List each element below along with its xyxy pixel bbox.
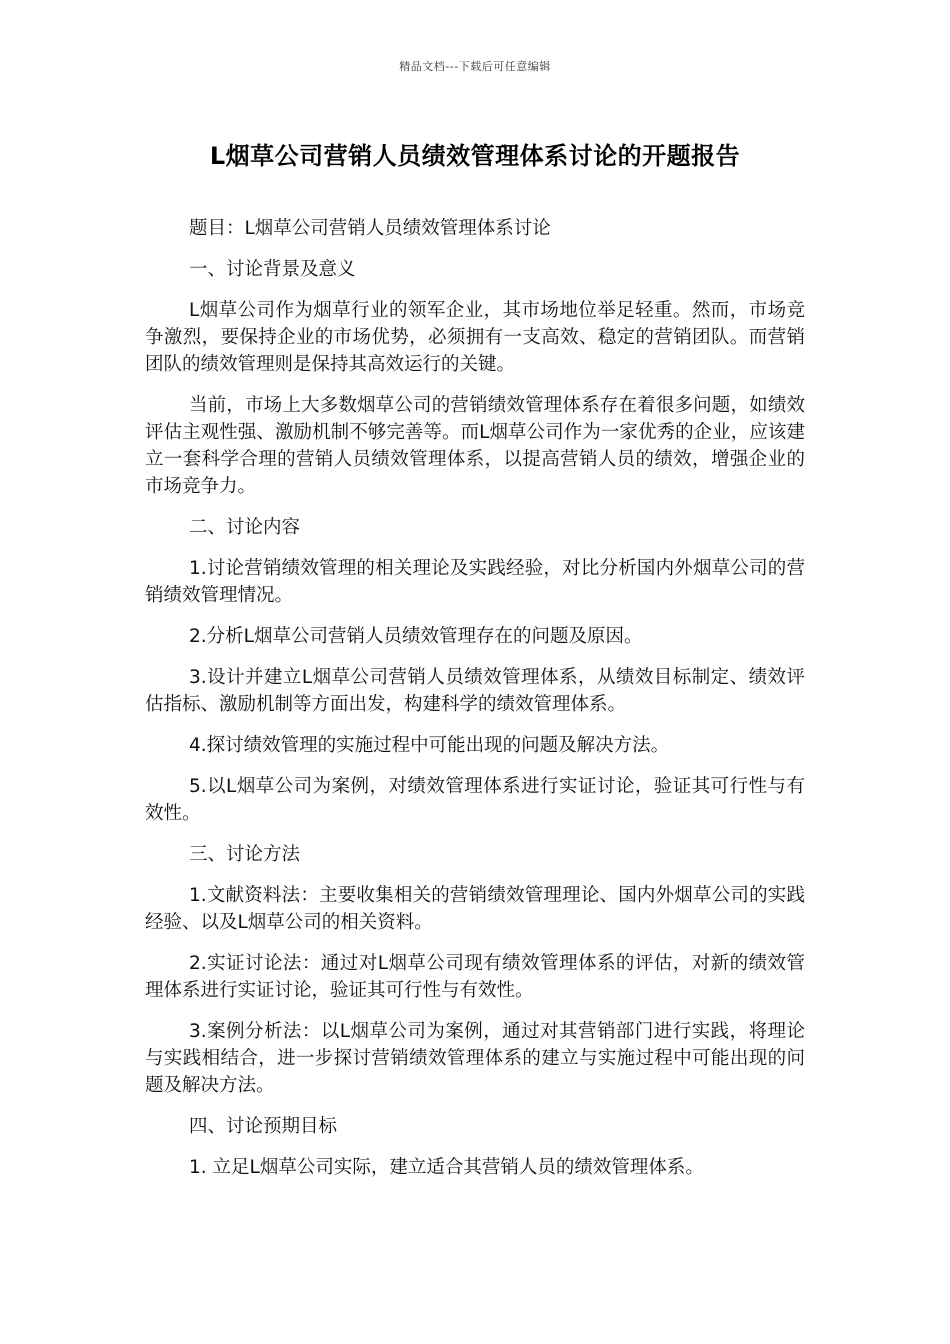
section-heading-background: 一、讨论背景及意义 xyxy=(189,259,356,280)
body-paragraph: 当前，市场上大多数烟草公司的营销绩效管理体系存在着很多问题，如绩效评估主观性强、激励机制不够完善等。而L烟草公司作为一家优秀的企业，应该建立一套科学合理的营销人员绩效管理体系，以提高营销人员的绩效，增强企业的市场竞争力。 xyxy=(145,395,805,497)
list-item: 1.文献资料法：主要收集相关的营销绩效管理理论、国内外烟草公司的实践经验、以及L烟草公司的相关资料。 xyxy=(145,885,805,933)
list-item: 1. 立足L烟草公司实际，建立适合其营销人员的绩效管理体系。 xyxy=(189,1157,704,1178)
document-title: L烟草公司营销人员绩效管理体系讨论的开题报告 xyxy=(209,142,741,170)
list-item: 4.探讨绩效管理的实施过程中可能出现的问题及解决方法。 xyxy=(189,735,670,756)
section-heading-content: 二、讨论内容 xyxy=(189,517,301,538)
document-body xyxy=(145,215,805,1195)
list-item: 3.设计并建立L烟草公司营销人员绩效管理体系，从绩效目标制定、绩效评估指标、激励机制等方面出发，构建科学的绩效管理体系。 xyxy=(145,667,805,715)
list-item: 2.实证讨论法：通过对L烟草公司现有绩效管理体系的评估，对新的绩效管理体系进行实证讨论，验证其可行性与有效性。 xyxy=(145,953,805,1001)
section-heading-methods: 三、讨论方法 xyxy=(189,844,301,865)
list-item: 3.案例分析法：以L烟草公司为案例，通过对其营销部门进行实践，将理论与实践相结合，进一步探讨营销绩效管理体系的建立与实施过程中可能出现的问题及解决方法。 xyxy=(145,1021,805,1096)
list-item: 1.讨论营销绩效管理的相关理论及实践经验，对比分析国内外烟草公司的营销绩效管理情况。 xyxy=(145,558,805,606)
header-watermark: 精品文档---下载后可任意编辑 xyxy=(399,60,551,73)
body-paragraph: L烟草公司作为烟草行业的领军企业，其市场地位举足轻重。然而，市场竞争激烈，要保持企业的市场优势，必须拥有一支高效、稳定的营销团队。而营销团队的绩效管理则是保持其高效运行的关键。 xyxy=(145,300,805,375)
topic-line: 题目：L烟草公司营销人员绩效管理体系讨论 xyxy=(189,218,551,239)
list-item: 5.以L烟草公司为案例，对绩效管理体系进行实证讨论，验证其可行性与有效性。 xyxy=(145,776,805,824)
section-heading-goals: 四、讨论预期目标 xyxy=(189,1116,338,1137)
list-item: 2.分析L烟草公司营销人员绩效管理存在的问题及原因。 xyxy=(189,626,643,647)
